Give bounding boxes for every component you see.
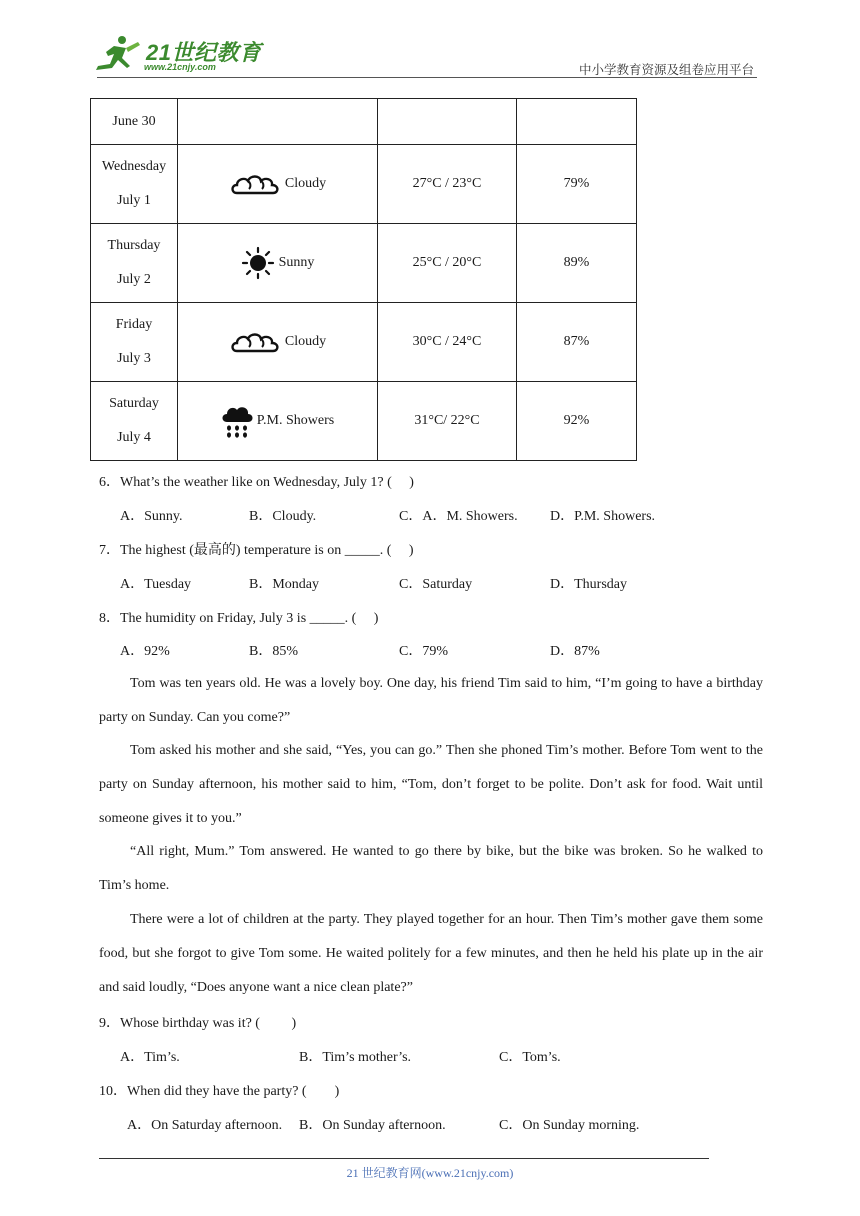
date-label: July 3 xyxy=(117,351,151,366)
option-b[interactable]: B．Cloudy. xyxy=(249,509,317,524)
sun-icon xyxy=(241,246,275,280)
humidity-cell: 89% xyxy=(517,224,637,303)
platform-title: 中小学教育资源及组卷应用平台 xyxy=(578,62,754,77)
page-footer[interactable]: 21 世纪教育网(www.21cnjy.com) xyxy=(346,1166,514,1180)
temperature-cell: 25°C / 20°C xyxy=(378,224,517,303)
option-b[interactable]: B．85% xyxy=(249,644,298,659)
option-a[interactable]: A．Tim’s. xyxy=(120,1050,180,1065)
option-d[interactable]: D．87% xyxy=(550,644,600,659)
header-divider xyxy=(97,77,757,78)
weather-table xyxy=(90,98,637,461)
logo-url: www.21cnjy.com xyxy=(144,62,216,72)
option-c[interactable]: C．Saturday xyxy=(399,577,473,592)
humidity-cell: 87% xyxy=(517,303,637,382)
date-label: July 1 xyxy=(117,193,151,208)
weather-cell xyxy=(178,145,378,224)
temperature-cell: 31°C/ 22°C xyxy=(378,382,517,461)
logo-text: 21世纪教育 xyxy=(146,40,262,65)
page-header xyxy=(0,0,860,80)
day-label: Friday xyxy=(115,317,153,332)
option-a[interactable]: A．On Saturday afternoon. xyxy=(127,1118,283,1133)
date-label: June 30 xyxy=(112,113,156,129)
date-label: July 2 xyxy=(117,272,151,287)
humidity-cell: 92% xyxy=(517,382,637,461)
cloud-icon xyxy=(229,171,281,197)
site-logo xyxy=(92,34,262,78)
option-c[interactable]: C．A．M. Showers. xyxy=(399,509,518,524)
table-row xyxy=(91,303,637,382)
weather-label: Cloudy xyxy=(284,334,327,349)
passage-paragraph: Tom was ten years old. He was a lovely boy. One day, his friend Tim said to him, “I’m going to have a birthday party on Sunday. Can you come?” xyxy=(99,676,763,725)
day-cell xyxy=(91,145,178,224)
table-row xyxy=(91,224,637,303)
question-10: 10．When did they have the party? ( ) xyxy=(99,1084,340,1099)
day-cell xyxy=(91,224,178,303)
weather-cell xyxy=(178,224,378,303)
option-b[interactable]: B．On Sunday afternoon. xyxy=(299,1118,446,1133)
option-a[interactable]: A．92% xyxy=(120,644,170,659)
question-7: 7．The highest (最高的) temperature is on _____. ( ) xyxy=(99,543,414,558)
footer-divider xyxy=(99,1158,709,1159)
runner-logo-icon xyxy=(92,34,144,74)
weather-cell xyxy=(178,99,378,145)
option-d[interactable]: D．P.M. Showers. xyxy=(550,509,656,524)
option-c[interactable]: C．79% xyxy=(399,644,448,659)
temperature-cell: 30°C / 24°C xyxy=(378,303,517,382)
option-a[interactable]: A．Sunny. xyxy=(120,509,183,524)
humidity-cell: 79% xyxy=(517,145,637,224)
weather-label: Sunny xyxy=(278,255,315,270)
day-cell xyxy=(91,99,178,145)
weather-label: Cloudy xyxy=(284,176,327,191)
cloud-icon xyxy=(229,329,281,355)
day-label: Saturday xyxy=(109,396,159,411)
temperature-cell xyxy=(378,99,517,145)
question-9: 9．Whose birthday was it? ( ) xyxy=(99,1016,297,1031)
option-d[interactable]: D．Thursday xyxy=(550,577,627,592)
option-b[interactable]: B．Tim’s mother’s. xyxy=(299,1050,412,1065)
table-row xyxy=(91,382,637,461)
humidity-cell xyxy=(517,99,637,145)
table-row xyxy=(91,99,637,145)
day-cell xyxy=(91,382,178,461)
option-a[interactable]: A．Tuesday xyxy=(120,577,192,592)
option-c[interactable]: C．Tom’s. xyxy=(499,1050,561,1065)
weather-cell xyxy=(178,382,378,461)
passage-paragraph: “All right, Mum.” Tom answered. He wanted to go there by bike, but the bike was broken. So he walked to Tim’s home. xyxy=(99,844,763,893)
day-cell xyxy=(91,303,178,382)
table-row xyxy=(91,145,637,224)
passage-paragraph: Tom asked his mother and she said, “Yes, you can go.” Then she phoned Tim’s mother. Before Tom went to the party on Sunday afternoon, his mother said to him, “Tom, don’t forget to be polite. Don’t ask for food. Wait until someone gives it to you.” xyxy=(99,743,763,826)
weather-label: P.M. Showers xyxy=(256,413,335,428)
question-6: 6．What’s the weather like on Wednesday, July 1? ( ) xyxy=(99,475,414,490)
day-label: Thursday xyxy=(107,238,161,253)
temperature-cell: 27°C / 23°C xyxy=(378,145,517,224)
option-c[interactable]: C．On Sunday morning. xyxy=(499,1118,640,1133)
day-label: Wednesday xyxy=(101,159,167,174)
rain-cloud-icon xyxy=(221,404,253,438)
question-8: 8．The humidity on Friday, July 3 is _____. ( ) xyxy=(99,611,379,626)
weather-cell xyxy=(178,303,378,382)
date-label: July 4 xyxy=(117,430,151,445)
option-b[interactable]: B．Monday xyxy=(249,577,319,592)
passage-paragraph: There were a lot of children at the party. They played together for an hour. Then Tim’s mother gave them some food, but she forgot to give Tom some. He waited politely for a few minutes, and then he held his plate up in the air and said loudly, “Does anyone want a nice clean plate?” xyxy=(99,912,763,995)
